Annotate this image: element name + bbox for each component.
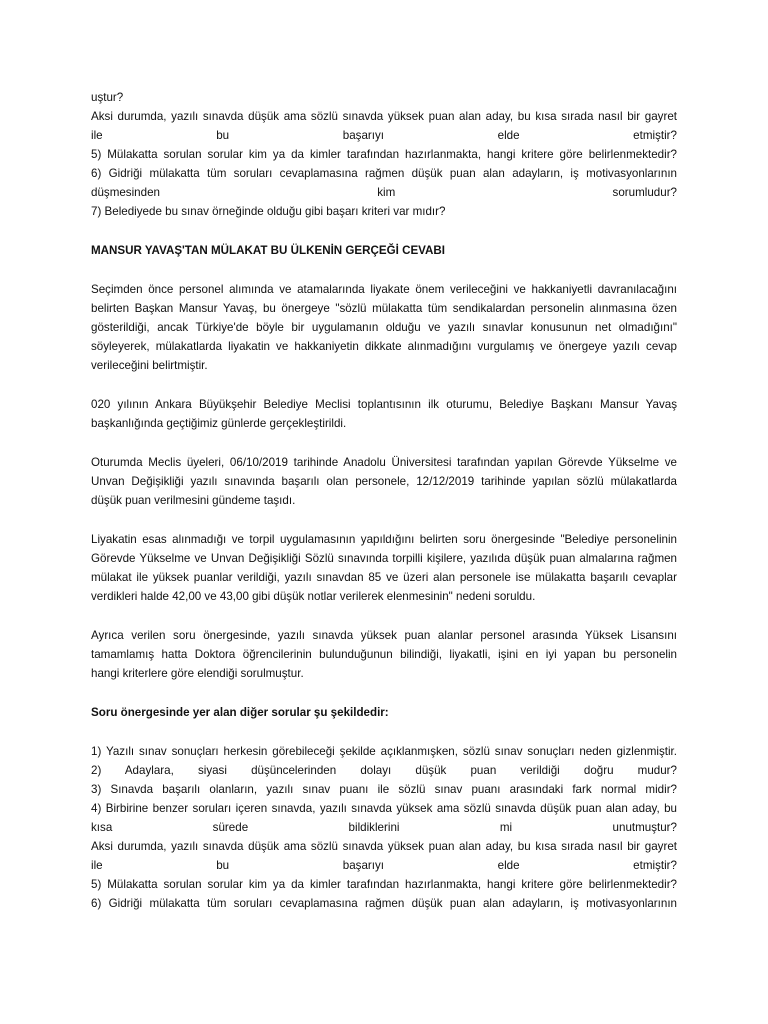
section-heading: Soru önergesinde yer alan diğer sorular şu şekildedir:	[91, 706, 389, 719]
text-line: ile bu başarıyı elde etmiştir?	[91, 129, 677, 142]
text-line: 020 yılının Ankara Büyükşehir Belediye Meclisi toplantısının ilk oturumu, Belediye Başkanı Mansur Yavaş	[91, 398, 677, 411]
text-line: 1) Yazılı sınav sonuçları herkesin görebileceği şekilde açıklanmışken, sözlü sınav sonuçları neden gizlenmiştir.	[91, 745, 677, 758]
text-line: 3) Sınavda başarılı olanların, yazılı sınav puanı ile sözlü sınav puanı arasındaki fark normal midir?	[91, 783, 677, 796]
top-question-block	[91, 88, 677, 221]
text-line: tamamlamış hatta Doktora öğrencilerinin bulunduğunun bilindiği, liyakatli, işini en iyi yapan bu personelin	[91, 648, 677, 661]
text-line: Unvan Değişikliği yazılı sınavında başarılı olan personele, 12/12/2019 tarihinde yapılan sözlü mülakatlarda	[91, 475, 677, 488]
bottom-question-block	[91, 742, 677, 913]
paragraph	[91, 626, 677, 683]
text-line: söyleyerek, mülakatlarda liyakatin ve hakkaniyetin dikkate alınmadığını vurgulamış ve önergeye yazılı cevap	[91, 340, 677, 353]
text-line: Görevde Yükselme ve Unvan Değişikliği Sözlü sınavında torpilli kişilere, yazılıda düşük puan almalarına rağmen	[91, 552, 677, 565]
text-line: 2) Adaylara, siyasi düşüncelerinden dolayı düşük puan verildiği doğru mudur?	[91, 764, 677, 777]
text-line: Aksi durumda, yazılı sınavda düşük ama sözlü sınavda yüksek puan alan aday, bu kısa sırada nasıl bir gayret	[91, 840, 677, 853]
text-line: Aksi durumda, yazılı sınavda düşük ama sözlü sınavda yüksek puan alan aday, bu kısa sırada nasıl bir gayret	[91, 110, 677, 123]
text-line: verdikleri halde 42,00 ve 43,00 gibi düşük notlar verilerek elenmesinin" nedeni soruldu.	[91, 590, 536, 603]
text-line: Seçimden önce personel alımında ve atamalarında liyakate önem verileceğini ve hakkaniyetli davranılacağını	[91, 283, 677, 296]
text-line: mülakat ile yüksek puanlar verildiği, yazılı sınavdan 85 ve üzeri alan personele ise mülakatta başarılı cevaplar	[91, 571, 677, 584]
text-line: 7) Belediyede bu sınav örneğinde olduğu gibi başarı kriteri var mıdır?	[91, 205, 446, 218]
text-line: 6) Gidriği mülakatta tüm soruları cevaplamasına rağmen düşük puan alan adayların, iş motivasyonlarının	[91, 897, 677, 910]
paragraph	[91, 280, 677, 375]
text-line: başkanlığında geçtiğimiz günlerde gerçekleştirildi.	[91, 417, 347, 430]
text-line: Oturumda Meclis üyeleri, 06/10/2019 tarihinde Anadolu Üniversitesi tarafından yapılan Görevde Yükselme ve	[91, 456, 677, 469]
text-line: verileceğini belirtmiştir.	[91, 359, 208, 372]
text-line: Ayrıca verilen soru önergesinde, yazılı sınavda yüksek puan alanlar personel arasında Yüksek Lisansını	[91, 629, 677, 642]
text-line: 6) Gidriği mülakatta tüm soruları cevaplamasına rağmen düşük puan alan adayların, iş motivasyonlarının	[91, 167, 677, 180]
text-line: kısa sürede bildiklerini mi unutmuştur?	[91, 821, 677, 834]
text-line: belirten Başkan Mansur Yavaş, bu önergeye "sözlü mülakatta tüm sendikalardan personelin alınmasına özen	[91, 302, 677, 315]
text-line: 5) Mülakatta sorulan sorular kim ya da kimler tarafından hazırlanmakta, hangi kritere göre belirlenmektedir?	[91, 878, 677, 891]
text-line: Liyakatin esas alınmadığı ve torpil uygulamasının yapıldığını belirten soru önergesinde "Belediye personelinin	[91, 533, 677, 546]
text-line: 5) Mülakatta sorulan sorular kim ya da kimler tarafından hazırlanmakta, hangi kritere göre belirlenmektedir?	[91, 148, 677, 161]
paragraph	[91, 453, 677, 510]
text-line: gösterildiği, ancak Türkiye'de böyle bir uygulamanın olduğu ve yazılı sınavlar konusunun net olmadığını"	[91, 321, 677, 334]
text-line: ile bu başarıyı elde etmiştir?	[91, 859, 677, 872]
paragraph	[91, 395, 677, 433]
text-line: düşük puan verilmesini gündeme taşıdı.	[91, 494, 296, 507]
text-line: düşmesinden kim sorumludur?	[91, 186, 677, 199]
text-line: uştur?	[91, 91, 124, 104]
text-line: 4) Birbirine benzer soruları içeren sınavda, yazılı sınavda yüksek ama sözlü sınavda düşük puan alan aday, bu	[91, 802, 677, 815]
document-page	[91, 88, 677, 913]
text-line: hangi kriterlere göre elendiği sorulmuştur.	[91, 667, 304, 680]
paragraph	[91, 530, 677, 606]
section-heading: MANSUR YAVAŞ'TAN MÜLAKAT BU ÜLKENİN GERÇEĞİ CEVABI	[91, 244, 446, 257]
